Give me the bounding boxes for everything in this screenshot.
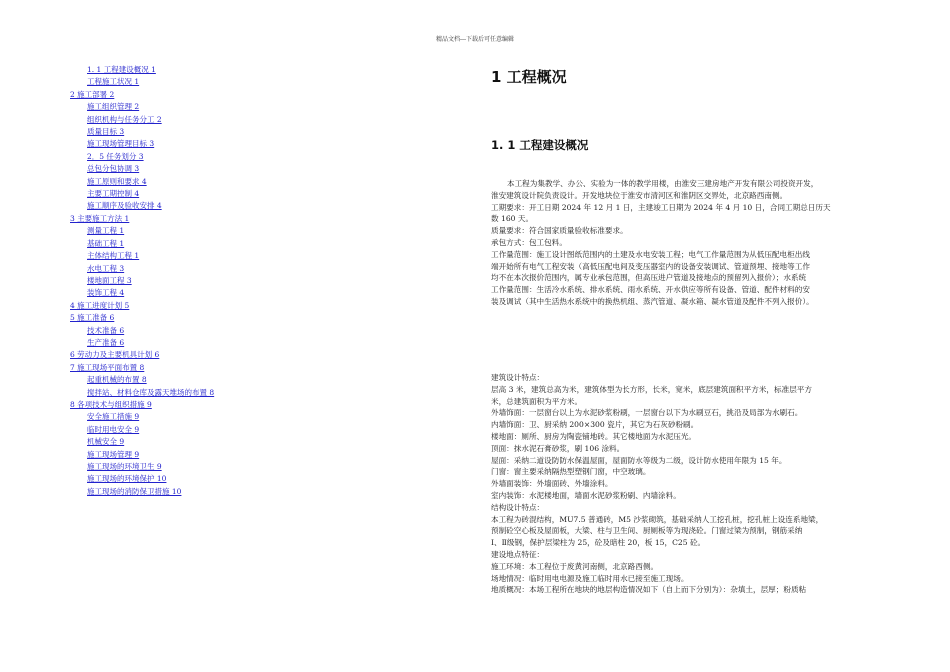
table-of-contents [70,64,400,498]
toc-link[interactable]: 生产准备 6 [87,337,125,347]
toc-link[interactable]: 楼地面工程 3 [87,275,132,285]
toc-link[interactable]: 装饰工程 4 [87,288,125,298]
text-line: 建筑设计特点： [491,373,545,382]
text-line: 工作量范围：生活冷水系统、排水系统、雨水系统、开水供应等所有设备、管道、配件材料的安 [491,285,810,295]
toc-link[interactable]: 1. 1 工程建设概况 1 [87,65,156,74]
toc-link[interactable]: 4 施工进度计划 5 [70,300,130,310]
toc-link[interactable]: 3 主要施工方法 1 [70,213,130,223]
text-line: 装及调试（其中生活热水系统中的换热机组、蒸汽管道、凝水箱、凝水管道及配件不列入报价）。 [491,296,814,306]
toc-link[interactable]: 施工现场的消防保卫措施 10 [87,486,182,496]
text-line: 外墙饰面：一层窗台以上为水泥砂浆粉刷，一层窗台以下为水刷豆石，挑沿及局部为水刷石。 [491,408,803,418]
toc-link[interactable]: 工程施工状况 1 [87,77,140,87]
toc-link[interactable]: 基础工程 1 [87,238,125,248]
text-line: 淮安建筑设计院负责设计。开发地块位于淮安市清河区和淮阴区交界处，北京路西南侧。 [491,190,788,200]
text-line: 建设地点特征： [491,549,545,559]
toc-link[interactable]: 施工现场管理目标 3 [87,139,155,149]
toc-link[interactable]: 机械安全 9 [87,437,125,447]
toc-link[interactable]: 施工现场的环境保护 10 [87,474,167,484]
toc-link[interactable]: 临时用电安全 9 [87,424,140,434]
text-line: 楼地面：厕所、厨房为陶瓷铺地砖。其它楼地面为水泥压光。 [491,431,697,441]
text-line: 内墙饰面：卫、厨采纳 200×300 瓷片，其它为石灰砂粉刷。 [491,420,699,430]
toc-link[interactable]: 总包分包协调 3 [87,164,140,174]
heading-2: 1. 1 工程建设概况 [491,138,589,152]
toc-link[interactable]: 测量工程 1 [87,226,125,236]
toc-link[interactable]: 5 施工准备 6 [70,313,115,323]
toc-link[interactable]: 质量目标 3 [87,127,125,137]
text-line: 工期要求：开工日期 2024 年 12 月 1 日，主建竣工日期为 2024 年 4 月 10 日，合同工期总日历天 [491,202,831,212]
toc-link[interactable]: 2 施工部署 2 [70,89,115,99]
toc-link[interactable]: 主要工期控制 4 [87,189,140,199]
text-line: 本工程为集教学、办公、实验为一体的教学用楼，由淮安三建房地产开发有限公司投资开发， [507,179,819,188]
text-line: 工作量范围：施工设计图纸范围内的土建及水电安装工程；电气工作量范围为从低压配电柜出线 [491,249,810,259]
toc-link[interactable]: 8 各项技术与组织措施 9 [70,399,152,409]
heading-1: 1 工程概况 [491,68,567,86]
text-line: 均不在本次报价范围内，属专业承包范围，但高压进户管道及接地点的预留列入报价）；水系统 [491,273,807,283]
toc-link[interactable]: 施工原则和要求 4 [87,176,147,186]
toc-link[interactable]: 主体结构工程 1 [87,251,140,261]
text-line: 外墙面装饰：外墙面砖、外墙涂料。 [491,479,613,489]
toc-link[interactable]: 施工顺序及验收安排 4 [87,201,162,211]
text-line: 质量要求：符合国家质量验收标准要求。 [491,226,628,236]
text-line: 米，总建筑面积为平方米。 [491,396,583,406]
text-line: 预制砼空心板及屋面板，大梁、柱与卫生间、厨厕板等为现浇砼。门窗过梁为预制，钢筋采纳 [491,526,803,536]
project-overview-paragraph [491,178,901,308]
toc-link[interactable]: 技术准备 6 [87,325,125,335]
toc-link[interactable]: 水电工程 3 [87,263,125,273]
toc-link[interactable]: 安全施工措施 9 [87,412,140,422]
text-line: 地质概况：本场工程所在地块的地层构造情况如下（自上而下分别为）：杂填土，层厚；粉质粘 [491,585,807,595]
toc-link[interactable]: 起重机械的布置 8 [87,375,147,385]
text-line: Ⅰ、Ⅱ级钢，保护层梁柱为 25，砼及暗柱 20，板 15，C25 砼。 [491,538,706,548]
text-line: 数 160 天。 [491,214,534,224]
text-line: 场地情况：临时用电电源及施工临时用水已接至施工现场。 [491,573,689,583]
toc-link[interactable]: 施工现场的环境卫生 9 [87,462,162,471]
text-line: 承包方式：包工包料。 [491,237,567,247]
page-header: 精品文档---下载后可任意编辑 [435,36,515,43]
text-line: 顶面：抹水泥石膏砂浆，刷 106 涂料。 [491,443,625,453]
text-line: 结构设计特点： [491,502,545,512]
text-line: 屋面：采纳二道设防防水保温屋面，屋面防水等级为二级，设计防水使用年限为 15 年。 [491,455,787,465]
toc-link[interactable]: 7 施工现场平面布置 8 [70,362,145,372]
text-line: 施工环境：本工程位于废黄河南侧，北京路西侧。 [491,561,659,571]
text-line: 门窗：窗主要采纳隔热型塑钢门窗，中空玻璃。 [491,467,651,477]
text-line: 端开始所有电气工程安装（高低压配电间及变压器室内的设备安装调试、管道预埋、接地等工作 [491,261,810,271]
toc-link[interactable]: 组织机构与任务分工 2 [87,114,162,124]
text-line: 室内装饰：水泥楼地面，墙面水泥砂浆粉刷、内墙涂料。 [491,490,681,500]
toc-link[interactable]: 2．5 任务划分 3 [87,151,144,161]
toc-link[interactable]: 6 劳动力及主要机具计划 6 [70,350,160,360]
design-features-paragraph [491,372,901,596]
toc-link[interactable]: 搅拌站、材料仓库及露天堆场的布置 8 [87,387,215,397]
toc-link[interactable]: 施工现场管理 9 [87,449,140,459]
text-line: 本工程为砖混结构，MU7.5 普通砖，M5 沙浆砌筑，基础采纳人工挖孔桩，挖孔桩上设连系地梁， [491,514,824,524]
text-line: 层高 3 米，建筑总高为米，建筑体型为长方形，长米，宽米，底层建筑面积平方米，标准层平方 [491,384,812,394]
toc-link[interactable]: 施工组织管理 2 [87,102,140,112]
